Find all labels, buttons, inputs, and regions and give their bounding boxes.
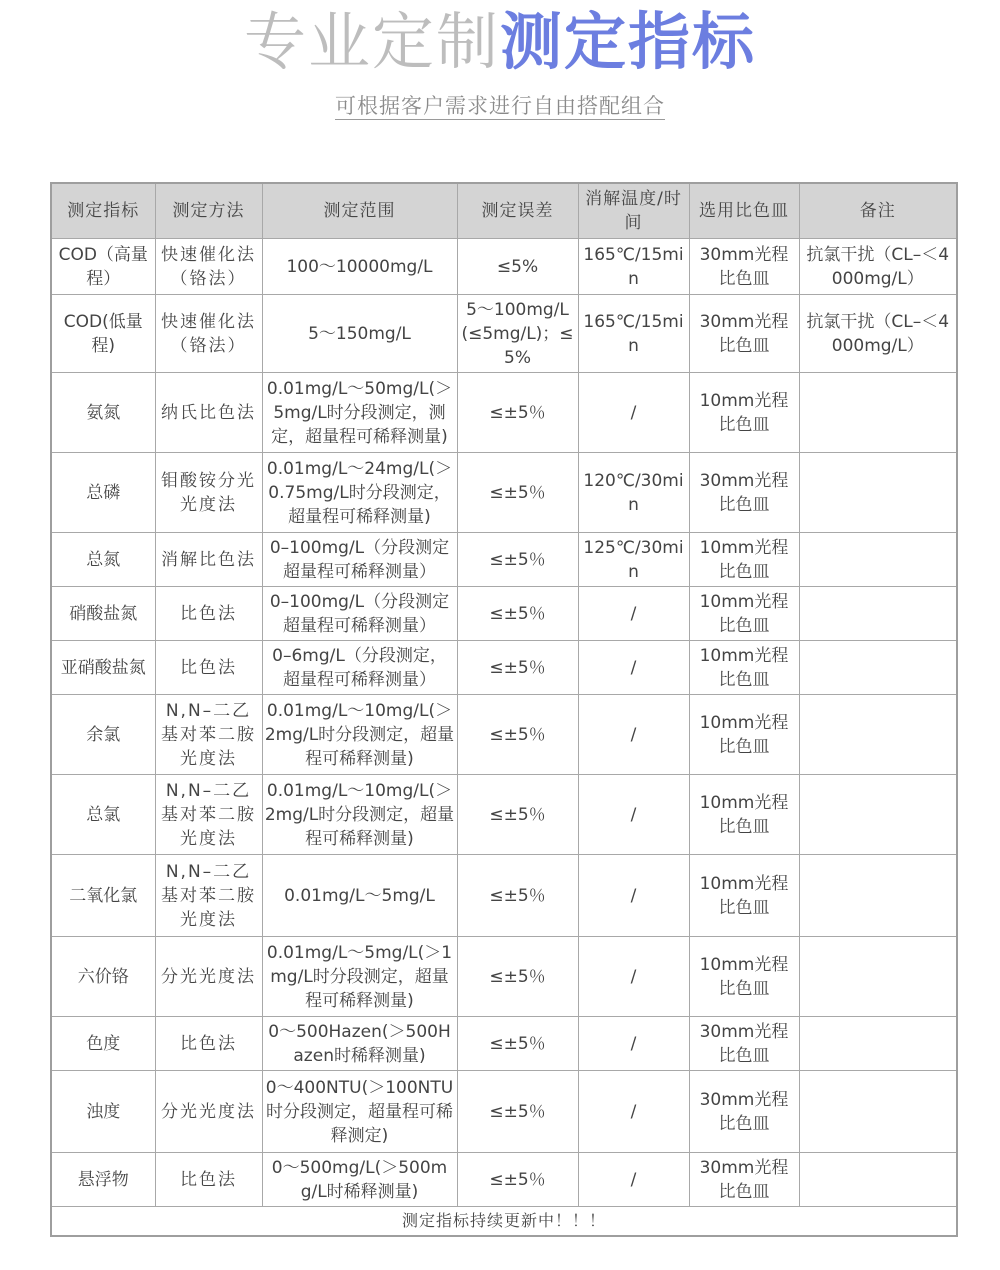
table-row — [51, 937, 957, 1017]
cell-cuvette: 30mm光程比色皿 — [689, 1153, 799, 1207]
cell-note: 抗氯干扰（CL–＜4000mg/L） — [799, 295, 957, 373]
page-title — [0, 6, 1000, 78]
cell-method: 比色法 — [155, 641, 262, 695]
table-footer-note: 测定指标持续更新中！！！ — [51, 1207, 957, 1237]
header-method: 测定方法 — [155, 183, 262, 239]
cell-note — [799, 641, 957, 695]
table-row — [51, 641, 957, 695]
table-row — [51, 855, 957, 937]
cell-digestion: 120℃/30min — [578, 453, 689, 533]
title-strong-part: 测定指标 — [500, 5, 757, 78]
cell-digestion: / — [578, 855, 689, 937]
table-footer-row — [51, 1207, 957, 1237]
cell-note — [799, 373, 957, 453]
table-header-row — [51, 183, 957, 239]
cell-note — [799, 695, 957, 775]
header-range: 测定范围 — [262, 183, 457, 239]
cell-note — [799, 937, 957, 1017]
cell-cuvette: 30mm光程比色皿 — [689, 295, 799, 373]
cell-range: 0.01mg/L～24mg/L(＞0.75mg/L时分段测定，超量程可稀释测量) — [262, 453, 457, 533]
cell-cuvette: 10mm光程比色皿 — [689, 775, 799, 855]
cell-range: 5～150mg/L — [262, 295, 457, 373]
cell-range: 0.01mg/L～10mg/L(＞2mg/L时分段测定，超量程可稀释测量) — [262, 695, 457, 775]
title-light-part: 专业定制 — [243, 5, 500, 78]
subtitle-text: 可根据客户需求进行自由搭配组合 — [335, 94, 665, 118]
cell-indicator: 二氧化氯 — [51, 855, 155, 937]
cell-note — [799, 1071, 957, 1153]
cell-method: 纳氏比色法 — [155, 373, 262, 453]
cell-range: 0.01mg/L～50mg/L(＞5mg/L时分段测定，测定，超量程可稀释测量) — [262, 373, 457, 453]
cell-note — [799, 453, 957, 533]
cell-indicator: COD(低量程) — [51, 295, 155, 373]
cell-cuvette: 10mm光程比色皿 — [689, 695, 799, 775]
cell-note — [799, 1017, 957, 1071]
cell-method: 快速催化法（铬法） — [155, 295, 262, 373]
cell-digestion: / — [578, 1071, 689, 1153]
cell-cuvette: 10mm光程比色皿 — [689, 855, 799, 937]
indicator-table — [50, 182, 958, 1237]
cell-digestion: / — [578, 587, 689, 641]
cell-digestion: 125℃/30min — [578, 533, 689, 587]
table-row — [51, 1071, 957, 1153]
cell-method: 钼酸铵分光光度法 — [155, 453, 262, 533]
cell-indicator: 总氯 — [51, 775, 155, 855]
table-row — [51, 1017, 957, 1071]
cell-indicator: 亚硝酸盐氮 — [51, 641, 155, 695]
cell-range: 0–100mg/L（分段测定超量程可稀释测量） — [262, 533, 457, 587]
header-cuvette: 选用比色皿 — [689, 183, 799, 239]
cell-cuvette: 30mm光程比色皿 — [689, 1017, 799, 1071]
cell-indicator: 浊度 — [51, 1071, 155, 1153]
cell-method: N,N–二乙基对苯二胺光度法 — [155, 855, 262, 937]
cell-range: 0.01mg/L～5mg/L — [262, 855, 457, 937]
cell-indicator: 色度 — [51, 1017, 155, 1071]
cell-method: 分光光度法 — [155, 1071, 262, 1153]
table-row — [51, 775, 957, 855]
cell-note: 抗氯干扰（CL–＜4000mg/L） — [799, 239, 957, 295]
cell-note — [799, 533, 957, 587]
cell-error: ≤±5％ — [457, 587, 578, 641]
cell-note — [799, 587, 957, 641]
cell-error: ≤±5％ — [457, 533, 578, 587]
cell-method: N,N–二乙基对苯二胺光度法 — [155, 695, 262, 775]
cell-digestion: / — [578, 1017, 689, 1071]
table-row — [51, 587, 957, 641]
cell-range: 0–100mg/L（分段测定超量程可稀释测量） — [262, 587, 457, 641]
cell-error: ≤±5％ — [457, 373, 578, 453]
cell-error: ≤5% — [457, 239, 578, 295]
cell-cuvette: 10mm光程比色皿 — [689, 641, 799, 695]
cell-error: ≤±5％ — [457, 1071, 578, 1153]
table-row — [51, 695, 957, 775]
table-row — [51, 453, 957, 533]
cell-method: 快速催化法（铬法） — [155, 239, 262, 295]
cell-cuvette: 10mm光程比色皿 — [689, 533, 799, 587]
cell-range: 0～500Hazen(＞500Hazen时稀释测量) — [262, 1017, 457, 1071]
page-subtitle — [0, 90, 1000, 120]
cell-indicator: 硝酸盐氮 — [51, 587, 155, 641]
cell-digestion: 165℃/15min — [578, 295, 689, 373]
table-row — [51, 1153, 957, 1207]
cell-method: 消解比色法 — [155, 533, 262, 587]
cell-range: 0～500mg/L(＞500mg/L时稀释测量) — [262, 1153, 457, 1207]
header-indicator: 测定指标 — [51, 183, 155, 239]
cell-indicator: 余氯 — [51, 695, 155, 775]
cell-error: ≤±5％ — [457, 453, 578, 533]
cell-note — [799, 855, 957, 937]
cell-cuvette: 30mm光程比色皿 — [689, 1071, 799, 1153]
cell-error: ≤±5％ — [457, 1153, 578, 1207]
table-row — [51, 533, 957, 587]
cell-range: 0.01mg/L～5mg/L(＞1mg/L时分段测定，超量程可稀释测量) — [262, 937, 457, 1017]
header-note: 备注 — [799, 183, 957, 239]
cell-method: 分光光度法 — [155, 937, 262, 1017]
cell-range: 0–6mg/L（分段测定，超量程可稀释测量） — [262, 641, 457, 695]
cell-indicator: 氨氮 — [51, 373, 155, 453]
cell-cuvette: 10mm光程比色皿 — [689, 373, 799, 453]
cell-method: 比色法 — [155, 1153, 262, 1207]
cell-indicator: 总氮 — [51, 533, 155, 587]
cell-digestion: 165℃/15min — [578, 239, 689, 295]
cell-cuvette: 30mm光程比色皿 — [689, 453, 799, 533]
cell-range: 0.01mg/L～10mg/L(＞2mg/L时分段测定，超量程可稀释测量) — [262, 775, 457, 855]
cell-digestion: / — [578, 695, 689, 775]
cell-method: N,N–二乙基对苯二胺光度法 — [155, 775, 262, 855]
cell-error: ≤±5％ — [457, 641, 578, 695]
cell-range: 0～400NTU(＞100NTU时分段测定，超量程可稀释测定) — [262, 1071, 457, 1153]
cell-method: 比色法 — [155, 587, 262, 641]
cell-indicator: COD（高量程） — [51, 239, 155, 295]
table-row — [51, 373, 957, 453]
cell-note — [799, 1153, 957, 1207]
cell-digestion: / — [578, 641, 689, 695]
cell-digestion: / — [578, 373, 689, 453]
cell-cuvette: 30mm光程比色皿 — [689, 239, 799, 295]
cell-error: ≤±5％ — [457, 695, 578, 775]
cell-note — [799, 775, 957, 855]
cell-indicator: 悬浮物 — [51, 1153, 155, 1207]
cell-cuvette: 10mm光程比色皿 — [689, 587, 799, 641]
cell-indicator: 六价铬 — [51, 937, 155, 1017]
cell-range: 100～10000mg/L — [262, 239, 457, 295]
table-row — [51, 295, 957, 373]
table-row — [51, 239, 957, 295]
header-digestion: 消解温度/时间 — [578, 183, 689, 239]
cell-digestion: / — [578, 937, 689, 1017]
cell-digestion: / — [578, 775, 689, 855]
cell-error: ≤±5％ — [457, 937, 578, 1017]
cell-error: ≤±5％ — [457, 855, 578, 937]
cell-error: ≤±5％ — [457, 1017, 578, 1071]
cell-error: ≤±5％ — [457, 775, 578, 855]
cell-digestion: / — [578, 1153, 689, 1207]
cell-error: 5～100mg/L(≤5mg/L)；≤5% — [457, 295, 578, 373]
cell-cuvette: 10mm光程比色皿 — [689, 937, 799, 1017]
header-error: 测定误差 — [457, 183, 578, 239]
cell-indicator: 总磷 — [51, 453, 155, 533]
cell-method: 比色法 — [155, 1017, 262, 1071]
